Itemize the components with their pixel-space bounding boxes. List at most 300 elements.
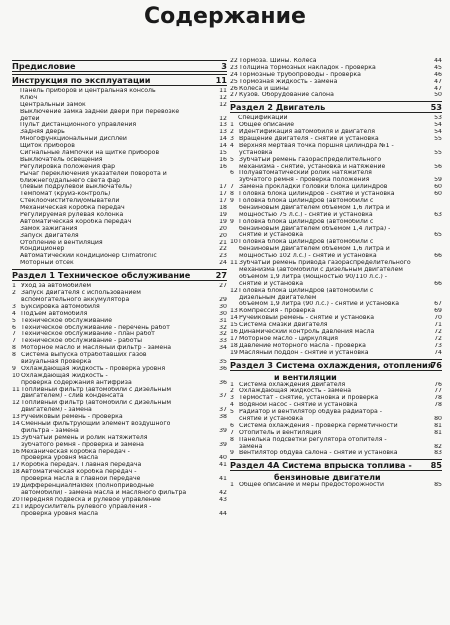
toc-entry-title [230,232,303,239]
toc-page-number: 34 [219,345,227,352]
toc-entry[interactable] [12,212,227,219]
toc-entry[interactable] [12,380,227,387]
toc-entry[interactable] [230,150,442,157]
toc-entry-title [12,455,98,462]
toc-page-number: 32 [219,331,227,338]
toc-entry[interactable] [12,116,227,123]
toc-section-heading[interactable] [12,60,227,72]
toc-entry[interactable] [12,171,227,178]
toc-entry-title [12,331,155,338]
toc-entry[interactable] [12,143,227,150]
toc-entry-title [12,219,131,226]
toc-entry-number: 23 [230,64,238,71]
toc-entry-text: Центральный замок [20,101,86,108]
toc-entry[interactable] [12,373,227,380]
toc-page-number: 80 [434,415,442,422]
toc-entry-number: 17 [230,335,238,342]
toc-entry[interactable] [12,476,227,483]
toc-entry-title [12,483,154,490]
toc-entry[interactable] [230,226,442,233]
toc-page-number: 14 [219,143,227,150]
toc-entry-text: Отопитель и вентиляция [239,429,322,436]
toc-entry-title [230,92,334,99]
toc-entry[interactable] [230,382,442,389]
toc-entry-number: 22 [230,58,238,64]
toc-entry-text: Спецификации [238,115,288,122]
toc-entry[interactable] [12,428,227,435]
toc-entry-text: Сигнальные лампочки на щитке приборов [20,150,160,157]
toc-entry[interactable] [12,283,227,290]
toc-entry[interactable] [12,400,227,407]
toc-page-number: 16 [219,156,227,163]
toc-entry[interactable] [230,444,442,451]
toc-entry-text: Моторный отсек [20,260,74,267]
toc-entry[interactable] [230,350,442,357]
toc-entry-title [12,504,151,511]
toc-entry-title [230,170,372,177]
toc-entry-text: Головка блока цилиндров - снятие и установка [239,191,395,198]
toc-entry-title [230,336,338,343]
toc-entry[interactable] [230,315,442,322]
toc-entry[interactable] [12,253,227,260]
toc-entry-title [12,490,186,497]
toc-entry[interactable] [230,219,442,226]
toc-entry[interactable] [12,318,227,325]
toc-entry-text: Стеклоочистители/омыватели [20,198,120,205]
toc-entry[interactable] [12,345,227,352]
toc-entry[interactable] [12,469,227,476]
toc-page-number: 36 [219,379,227,386]
toc-entry[interactable] [230,295,442,302]
toc-entry-text: Термостат - снятие, установка и проверка [239,395,379,402]
toc-entry-number: 2 [12,290,16,297]
toc-entry-text: ДифференциалHaldex (полноприводные [21,482,154,489]
toc-entry[interactable] [230,395,442,402]
toc-column-left [12,58,227,517]
toc-entry[interactable] [230,437,442,444]
toc-entry-number: 17 [12,462,20,469]
toc-entry-title [230,143,394,150]
toc-entry[interactable] [230,170,442,177]
toc-page-number: 42 [219,489,227,496]
toc-entry[interactable] [230,388,442,395]
toc-entry-text: автомобили) - замена масла и масляного фильтра [21,489,187,496]
toc-entry-number: 13 [230,308,238,315]
toc-entry-title [12,373,108,380]
toc-entry[interactable] [12,150,227,157]
toc-page-number: 81 [434,429,442,436]
toc-entry[interactable] [230,164,442,171]
toc-entry[interactable] [12,414,227,421]
toc-entry[interactable] [12,205,227,212]
toc-entry[interactable] [12,393,227,400]
toc-entry-text: Тормозные трубопроводы - проверка [239,71,361,78]
toc-entry-number: 11 [230,260,238,267]
toc-entry[interactable] [230,86,442,93]
toc-entry-number: 8 [12,352,16,359]
toc-entry-number: 6 [12,324,16,331]
toc-entry-title [230,437,387,444]
toc-entry-title [230,288,373,295]
toc-entry[interactable] [12,102,227,109]
toc-entry[interactable] [12,198,227,205]
toc-entry-text: мощностью 102 л.с.) - снятие и установка [239,253,377,260]
toc-entry[interactable] [12,483,227,490]
toc-entry[interactable] [12,407,227,414]
toc-entry-text: Верхняя мертвая точка поршня цилиндра №1 - [239,142,394,149]
toc-entry[interactable] [230,115,442,122]
toc-entry-text: Панель приборов и центральная консоль [20,88,156,94]
toc-entry[interactable] [230,143,442,150]
toc-entry-text: двигателем) - слив конденсата [21,393,124,400]
toc-entry[interactable] [230,65,442,72]
toc-entry[interactable] [230,288,442,295]
toc-entry-text: Уход за автомобилем [21,283,92,290]
toc-entry[interactable] [12,331,227,338]
toc-entry[interactable] [12,455,227,462]
toc-section-title: Инструкция по эксплуатации [12,75,151,85]
toc-page-number: 72 [434,328,442,335]
toc-entry-title [230,246,390,253]
toc-entry[interactable] [12,504,227,511]
toc-entry[interactable] [230,281,442,288]
toc-entry-title [12,304,100,311]
toc-entry-title [230,430,321,437]
toc-entry[interactable] [230,308,442,315]
toc-entry[interactable] [230,329,442,336]
toc-entry-text: Пульт дистанционного управления [20,122,137,129]
toc-entry-title [12,157,103,164]
toc-entry[interactable] [12,178,227,185]
toc-section-heading[interactable] [12,269,227,281]
toc-entry-text: зубчатого ремня - проверка и замена [21,441,144,448]
toc-entry-title [12,136,127,143]
toc-entry-text: бензиновым двигателем объемом 1,4 литра) - [239,225,391,232]
toc-entry-title [12,476,140,483]
toc-entry[interactable] [12,442,227,449]
toc-entry[interactable] [230,157,442,164]
toc-entry-title [12,122,136,129]
toc-entry[interactable] [230,253,442,260]
toc-entry[interactable] [12,260,227,267]
toc-page-number: 73 [434,342,442,349]
toc-entry[interactable] [230,336,442,343]
toc-entry-number: 12 [230,287,238,294]
toc-page-number: 70 [434,315,442,322]
toc-entry-number: 5 [230,156,234,163]
toc-entry-number: 4 [12,310,16,317]
toc-entry-number: 9 [230,218,234,225]
toc-entry-title [230,86,289,93]
toc-page-number: 12 [219,115,227,122]
toc-entry[interactable] [12,311,227,318]
toc-entry-text: Ручейковый ремень - проверка [21,414,123,421]
toc-entry-text: Отопление и вентиляция [20,239,103,246]
toc-entry[interactable] [12,109,227,116]
toc-entry[interactable] [230,402,442,409]
toc-entry-text: Сменный фильтрующий элемент воздушного [21,420,171,427]
toc-entry-text: Охлаждающая жидкость - проверка уровня [21,365,166,372]
toc-entry[interactable] [230,191,442,198]
toc-entry[interactable] [12,352,227,359]
toc-page-number: 27 [219,283,227,290]
toc-entry-number: 14 [230,315,238,322]
toc-entry[interactable] [12,157,227,164]
toc-entry-text: Темпомат (круиз-контроль) [20,191,111,198]
toc-entry-text: Радиатор и вентилятор обдува радиатора - [239,409,383,416]
toc-entry-text: бензиновым двигателем объемом 1,6 литра и [239,246,390,253]
toc-entry-text: механизма - снятие, установка и натяжение [239,163,386,170]
toc-entry[interactable] [230,129,442,136]
toc-entry-text: Передняя подвеска и рулевое управление [21,496,161,503]
toc-entry-title [12,345,171,352]
toc-entry[interactable] [230,423,442,430]
toc-entry[interactable] [230,212,442,219]
toc-entry[interactable] [12,122,227,129]
toc-entry-text: Запуск двигателя [20,232,79,239]
toc-entry-title [230,382,345,389]
toc-entry-number: 1 [12,283,16,290]
toc-entry-number: 15 [12,434,20,441]
toc-entry-title [230,191,395,198]
toc-entry[interactable] [230,122,442,129]
toc-entry[interactable] [12,497,227,504]
toc-entry-number: 1 [230,122,234,129]
toc-entry-text: Запуск двигателя с использованием [21,290,141,297]
toc-page-number: 71 [434,322,442,329]
toc-page-number: 40 [219,455,227,462]
toc-entry-title [230,205,390,212]
toc-entry-title [12,407,92,414]
toc-entry[interactable] [230,198,442,205]
toc-entry-title [12,290,141,297]
toc-entry-text: Охлаждающая жидкость - замена [239,388,352,395]
toc-entry-text: Техническое обслуживание [21,317,113,324]
toc-page-number: 19 [219,218,227,225]
toc-page-number: 36 [219,365,227,372]
toc-entry[interactable] [12,435,227,442]
toc-entry-text: механизма (автомобили с дизельным двигателем [239,266,403,273]
toc-entry[interactable] [12,226,227,233]
toc-entry[interactable] [230,409,442,416]
toc-entry-text: Щиток приборов [20,143,75,150]
toc-entry[interactable] [230,482,442,489]
toc-entry[interactable] [230,260,442,267]
toc-entry-text: вспомогательного аккумулятора [21,296,130,303]
toc-entry[interactable] [12,297,227,304]
toc-entry-title [230,184,387,191]
toc-entry-title [230,281,303,288]
toc-entry[interactable] [12,304,227,311]
toc-entry-title [12,380,132,387]
toc-page-number: 53 [430,102,442,113]
toc-entry-number: 6 [230,422,234,429]
toc-entry-text: Гидроусилитель рулевого управления - [21,503,152,510]
toc-entry[interactable] [230,177,442,184]
toc-entry[interactable] [12,136,227,143]
toc-entry-number: 3 [12,303,16,310]
toc-entry-text: Ключ [20,94,38,101]
toc-entry-text: Охлаждающая жидкость - [21,372,108,379]
toc-entry[interactable] [12,387,227,394]
toc-entry-title [230,260,411,267]
toc-entry-title [230,301,399,308]
toc-page-number: 20 [219,225,227,232]
toc-entry[interactable] [230,92,442,99]
toc-page-number: 22 [219,246,227,253]
toc-page-number: 15 [219,150,227,157]
toc-entry-title [230,212,373,219]
toc-entry-title [230,136,379,143]
toc-entry[interactable] [12,95,227,102]
toc-entry-text: проверка содержания антифриза [21,379,132,386]
toc-entry-title [12,102,86,109]
toc-entry-number: 8 [230,436,234,443]
toc-entry-number: 26 [230,85,238,92]
toc-entry-title [12,164,115,171]
toc-entry[interactable] [12,338,227,345]
toc-entry-text: Замена прокладки головки блока цилиндров [239,184,388,191]
toc-entry[interactable] [230,184,442,191]
toc-entry-text: Колеса и шины [239,85,289,92]
toc-page-number: 30 [219,303,227,310]
toc-entry-text: замена [239,443,263,450]
toc-entry-text: дизельным двигателем [239,294,317,301]
toc-entry[interactable] [12,164,227,171]
toc-entry-number: 15 [230,322,238,329]
toc-entry[interactable] [230,267,442,274]
toc-entry-number: 7 [230,429,234,436]
toc-page-number: 44 [219,510,227,517]
toc-entry-title [230,295,316,302]
toc-entry-text: Головка блока цилиндров (автомобили с [239,239,374,246]
toc-page-number: 56 [434,163,442,170]
toc-entry-title [230,253,377,260]
toc-entry[interactable] [230,322,442,329]
toc-entry-text: проверка уровня масла [21,455,98,462]
toc-entry-title [230,322,328,329]
toc-page-number: 31 [219,317,227,324]
toc-entry-title [12,421,170,428]
toc-entry[interactable] [12,359,227,366]
toc-entry[interactable] [12,88,227,95]
toc-page-number: 37 [219,407,227,414]
toc-entry[interactable] [12,511,227,518]
toc-entry-title [12,393,124,400]
toc-entry-title [12,198,119,205]
toc-section-heading[interactable] [230,101,442,113]
toc-entry-number: 1 [230,381,234,388]
toc-entry-title [12,253,157,260]
toc-entry[interactable] [230,450,442,457]
toc-entry-text: Водяной насос - снятие и установка [239,402,358,409]
toc-entry-title [12,226,77,233]
toc-page-number: 83 [434,450,442,457]
toc-page-number: 72 [434,335,442,342]
toc-entry[interactable] [12,449,227,456]
toc-entry-number: 18 [12,469,20,476]
toc-entry-number: 27 [230,92,238,99]
toc-entry[interactable] [230,79,442,86]
toc-entry-text: Динамический контроль давления масла [239,328,375,335]
toc-entry-text: снятие и установка [239,232,304,239]
toc-entry-number: 13 [12,414,20,421]
toc-entry-number: 9 [230,198,234,205]
toc-entry[interactable] [12,240,227,247]
toc-page-number: 66 [434,280,442,287]
toc-entry-title [12,283,91,290]
toc-section-heading[interactable] [12,74,227,86]
toc-entry-number: 2 [230,388,234,395]
toc-page-number: 44 [434,58,442,64]
toc-entry-title [230,65,376,72]
toc-entry-text: объемом 1,9 литра (90 л.с.) - снятие и установка [239,301,400,308]
toc-entry[interactable] [12,233,227,240]
toc-entry[interactable] [230,343,442,350]
toc-entry[interactable] [230,136,442,143]
toc-entry[interactable] [230,239,442,246]
toc-entry-title [230,450,398,457]
toc-entry-number: 6 [230,170,234,177]
toc-entry[interactable] [12,490,227,497]
toc-entry[interactable] [230,416,442,423]
toc-page-number: 24 [219,260,227,267]
toc-entry[interactable] [230,205,442,212]
toc-page-number: 39 [219,441,227,448]
toc-entry[interactable] [12,184,227,191]
toc-page-number: 35 [219,358,227,365]
toc-entry-title [12,88,156,95]
toc-entry[interactable] [230,58,442,65]
toc-entry-number: 21 [12,503,20,510]
toc-entry-title [230,72,361,79]
toc-entry[interactable] [12,421,227,428]
toc-entry[interactable] [12,219,227,226]
toc-entry-number: 16 [12,448,20,455]
toc-entry[interactable] [230,232,442,239]
toc-entry[interactable] [230,72,442,79]
toc-entry[interactable] [12,246,227,253]
toc-section-heading[interactable] [230,459,442,471]
toc-page-number: 17 [219,191,227,198]
toc-entry-title [230,409,382,416]
toc-entry[interactable] [12,462,227,469]
toc-page-number: 54 [434,129,442,136]
toc-entry-text: детей [20,115,40,122]
toc-page-number: 29 [219,296,227,303]
toc-entry[interactable] [12,191,227,198]
toc-entry-text: Механическая коробка передач - [21,448,130,455]
toc-entry-number: 9 [12,365,16,372]
toc-entry[interactable] [12,129,227,136]
toc-page-number: 37 [219,393,227,400]
toc-page-number: 66 [434,253,442,260]
toc-entry-text: проверка масла в главной передаче [21,476,141,483]
toc-entry[interactable] [230,430,442,437]
toc-page-number: 19 [219,212,227,219]
toc-entry[interactable] [230,274,442,281]
toc-entry-number: 3 [230,136,234,143]
toc-entry-title [230,164,385,171]
toc-entry[interactable] [230,246,442,253]
toc-entry[interactable] [12,290,227,297]
toc-entry[interactable] [12,366,227,373]
toc-entry-number: 7 [12,331,16,338]
toc-entry[interactable] [230,301,442,308]
toc-page-number: 74 [434,349,442,356]
toc-section-heading[interactable] [230,359,442,371]
toc-entry[interactable] [12,325,227,332]
